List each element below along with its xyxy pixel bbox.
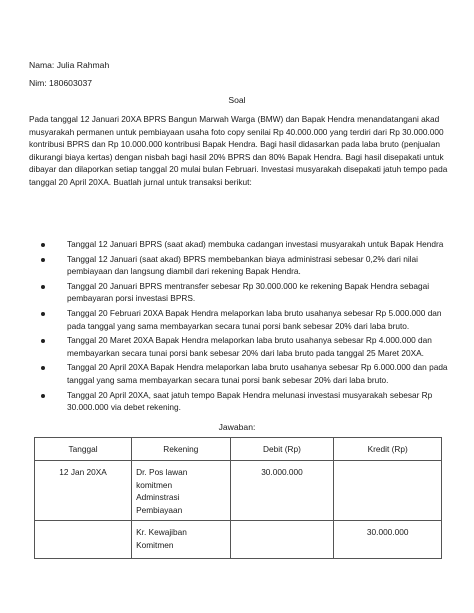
list-item xyxy=(29,334,448,359)
bullet-icon xyxy=(41,312,45,316)
cell-rekening xyxy=(132,461,230,521)
list-item-text: Tanggal 12 Januari BPRS (saat akad) membuka cadangan investasi musyarakah untuk Bapak Hendra xyxy=(67,239,444,249)
student-name: Nama: Julia Rahmah xyxy=(29,60,110,70)
bullet-icon xyxy=(41,366,45,370)
bullet-icon xyxy=(41,394,45,398)
list-item-text: Tanggal 20 Februari 20XA Bapak Hendra melaporkan laba bruto usahanya sebesar Rp 5.000.000 dan pada tanggal yang sama membayarkan secara tunai porsi bank sebesar 20% dari laba bruto. xyxy=(67,307,442,331)
soal-paragraph: Pada tanggal 12 Januari 20XA BPRS Bangun Marwah Warga (BMW) dan Bapak Hendra menandatangani akad musyarakah permanen untuk pembiayaan usaha foto copy senilai Rp 40.000.000 yang terdiri dari Rp 30.000.000 kontribusi BPRS dan Rp 10.000.000 kontribusi Bapak Hendra. Bagi hasil didasarkan pada laba bruto (penjualan dikurangi biaya kertas) dengan nisbah bagi hasil 20% BPRS dan 80% Bapak Hendra. Bagi hasil disepakati untuk dibayar dan dilaporkan setiap tanggal 20 mulai bulan Februari. Investasi musyarakah disepakati jatuh tempo pada tanggal 20 April 20XA. Buatlah jurnal untuk transaksi berikut: xyxy=(29,114,448,187)
transaction-list xyxy=(29,238,448,416)
header-rekening: Rekening xyxy=(132,438,230,461)
cell-kredit: 30.000.000 xyxy=(334,521,442,559)
list-item xyxy=(29,361,448,386)
bullet-icon xyxy=(41,243,45,247)
table-row xyxy=(35,461,442,521)
header-debit: Debit (Rp) xyxy=(230,438,334,461)
list-item-text: Tanggal 20 Maret 20XA Bapak Hendra melaporkan laba bruto usahanya sebesar Rp 4.000.000 dan membayarkan secara tunai porsi bank sebesar 20% dari laba bruto pada tanggal 25 Maret 20XA. xyxy=(67,335,432,358)
list-item xyxy=(29,280,448,305)
bullet-icon xyxy=(41,258,45,262)
student-nim: Nim: 180603037 xyxy=(29,78,93,88)
list-item xyxy=(29,307,448,332)
cell-kredit xyxy=(334,461,442,521)
header-kredit: Kredit (Rp) xyxy=(334,438,442,461)
jawaban-title: Jawaban: xyxy=(218,422,256,432)
table-row xyxy=(35,521,442,559)
list-item xyxy=(29,253,448,278)
cell-rekening xyxy=(132,521,230,559)
rekening-line: Kr. Kewajiban xyxy=(136,527,187,538)
list-item-text: Tanggal 20 Januari BPRS mentransfer sebesar Rp 30.000.000 ke rekening Bapak Hendra sebagai pembayaran porsi investasi BPRS. xyxy=(67,280,430,304)
list-item xyxy=(29,389,448,414)
table-header-row xyxy=(35,438,442,461)
list-item-text: Tanggal 20 April 20XA Bapak Hendra melaporkan laba bruto usahanya sebesar Rp 6.000.000 dan pada tanggal yang sama membayarkan secara tunai porsi bank sebesar 20% dari laba bruto. xyxy=(67,362,448,385)
list-item-text: Tanggal 20 April 20XA, saat jatuh tempo Bapak Hendra melunasi investasi musyarakah sebesar Rp 30.000.000 via debet rekening. xyxy=(67,389,433,413)
cell-debit: 30.000.000 xyxy=(230,461,334,521)
bullet-icon xyxy=(41,339,45,343)
cell-tanggal xyxy=(35,521,132,559)
rekening-line: Komitmen xyxy=(136,539,174,550)
cell-tanggal: 12 Jan 20XA xyxy=(35,461,132,521)
header-tanggal: Tanggal xyxy=(35,438,132,461)
list-item-text: Tanggal 12 Januari (saat akad) BPRS membebankan biaya administrasi sebesar 0,2% dari nilai pembiayaan dan langsung diambil dari rekening Bapak Hendra. xyxy=(67,253,418,277)
bullet-icon xyxy=(41,285,45,289)
rekening-line: Dr. Pos lawan komitmen xyxy=(136,467,188,490)
rekening-line: Pembiayaan xyxy=(136,504,183,515)
soal-title: Soal xyxy=(228,95,246,105)
journal-table xyxy=(34,437,442,559)
cell-debit xyxy=(230,521,334,559)
rekening-line: Adminstrasi xyxy=(136,492,180,503)
list-item xyxy=(29,238,448,251)
